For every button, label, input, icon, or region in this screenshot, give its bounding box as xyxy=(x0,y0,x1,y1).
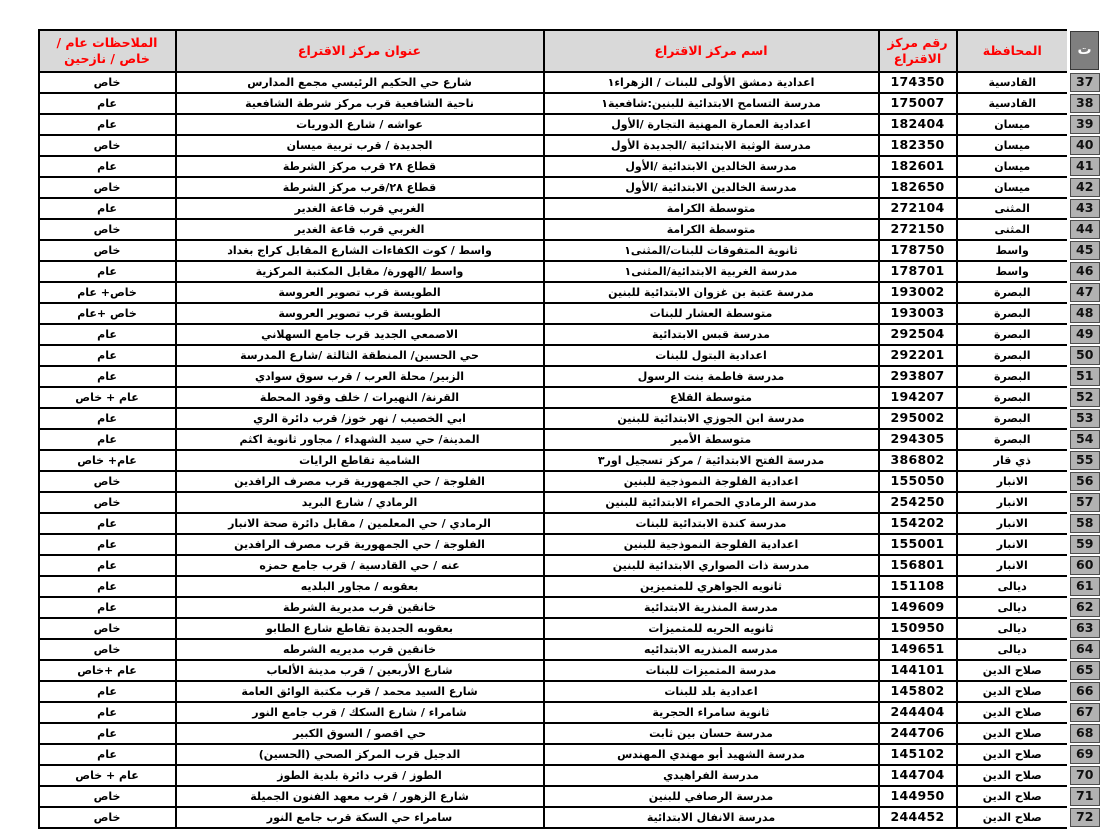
table-row xyxy=(39,240,1101,261)
notes-cell: عام xyxy=(39,366,176,387)
table-row xyxy=(39,219,1101,240)
center-name-cell: مدرسة الرصافي للبنين xyxy=(544,786,879,807)
notes-cell: خاص xyxy=(39,177,176,198)
center-address-cell: عنه / حي القادسية / قرب جامع حمزه xyxy=(176,555,544,576)
center-number-cell: 154202 xyxy=(879,513,957,534)
table-row xyxy=(39,72,1101,94)
row-number-cell: 45 xyxy=(1069,240,1101,261)
row-number-cell: 66 xyxy=(1069,681,1101,702)
notes-cell: خاص xyxy=(39,492,176,513)
center-name-cell: اعدادية البتول للبنات xyxy=(544,345,879,366)
notes-cell: عام +خاص xyxy=(39,660,176,681)
header-center-name: اسم مركز الاقتراع xyxy=(544,30,879,72)
table-row xyxy=(39,282,1101,303)
notes-cell: عام xyxy=(39,408,176,429)
header-center-address: عنوان مركز الاقتراع xyxy=(176,30,544,72)
row-number-cell: 60 xyxy=(1069,555,1101,576)
row-number-cell: 43 xyxy=(1069,198,1101,219)
notes-cell: خاص xyxy=(39,135,176,156)
center-name-cell: مدرسة المنذرية الابتدائية xyxy=(544,597,879,618)
center-address-cell: الفلوجة / حي الجمهورية قرب مصرف الرافدين xyxy=(176,471,544,492)
row-number-cell: 56 xyxy=(1069,471,1101,492)
center-address-cell: الزبير/ محلة العرب / قرب سوق سوادي xyxy=(176,366,544,387)
governorate-cell: الانبار xyxy=(957,492,1069,513)
table-row xyxy=(39,345,1101,366)
center-name-cell: اعدادية الفلوجة النموذجية للبنين xyxy=(544,471,879,492)
row-number-cell: 40 xyxy=(1069,135,1101,156)
center-name-cell: اعدادية العمارة المهنية التجارة /الأول xyxy=(544,114,879,135)
table-row xyxy=(39,387,1101,408)
center-name-cell: ثانوية سامراء الحجرية xyxy=(544,702,879,723)
row-number-cell: 42 xyxy=(1069,177,1101,198)
row-number-cell: 58 xyxy=(1069,513,1101,534)
row-number-cell: 72 xyxy=(1069,807,1101,828)
center-address-cell: بعقوبه / مجاور البلديه xyxy=(176,576,544,597)
center-address-cell: شارع حي الحكيم الرئيسي مجمع المدارس xyxy=(176,72,544,94)
notes-cell: خاص xyxy=(39,471,176,492)
center-address-cell: شامراء / شارع السكك / قرب جامع النور xyxy=(176,702,544,723)
governorate-cell: ميسان xyxy=(957,114,1069,135)
center-number-cell: 151108 xyxy=(879,576,957,597)
center-number-cell: 144704 xyxy=(879,765,957,786)
governorate-cell: صلاح الدين xyxy=(957,723,1069,744)
table-row xyxy=(39,429,1101,450)
governorate-cell: الانبار xyxy=(957,555,1069,576)
notes-cell: عام xyxy=(39,681,176,702)
notes-cell: خاص xyxy=(39,807,176,828)
row-number-cell: 63 xyxy=(1069,618,1101,639)
notes-cell: خاص xyxy=(39,639,176,660)
table-row xyxy=(39,555,1101,576)
governorate-cell: ذي قار xyxy=(957,450,1069,471)
notes-cell: خاص xyxy=(39,618,176,639)
center-number-cell: 149651 xyxy=(879,639,957,660)
row-number-cell: 65 xyxy=(1069,660,1101,681)
center-number-cell: 155001 xyxy=(879,534,957,555)
table-row xyxy=(39,786,1101,807)
notes-cell: عام xyxy=(39,93,176,114)
center-number-cell: 244452 xyxy=(879,807,957,828)
governorate-cell: القادسية xyxy=(957,72,1069,94)
governorate-cell: المثنى xyxy=(957,219,1069,240)
table-row xyxy=(39,618,1101,639)
governorate-cell: القادسية xyxy=(957,93,1069,114)
governorate-cell: ديالى xyxy=(957,597,1069,618)
row-number-cell: 41 xyxy=(1069,156,1101,177)
table-row xyxy=(39,198,1101,219)
center-number-cell: 295002 xyxy=(879,408,957,429)
governorate-cell: صلاح الدين xyxy=(957,765,1069,786)
governorate-cell: صلاح الدين xyxy=(957,702,1069,723)
table-row xyxy=(39,114,1101,135)
center-name-cell: مدرسة الوثبة الابتدائية /الجديدة الأول xyxy=(544,135,879,156)
center-number-cell: 182404 xyxy=(879,114,957,135)
notes-cell: عام xyxy=(39,429,176,450)
center-name-cell: مدرسة الخالدين الابتدائية /الأول xyxy=(544,156,879,177)
table-row xyxy=(39,156,1101,177)
governorate-cell: ديالى xyxy=(957,639,1069,660)
governorate-cell: البصرة xyxy=(957,282,1069,303)
center-address-cell: ناحية الشافعية قرب مركز شرطة الشافعية xyxy=(176,93,544,114)
center-address-cell: الشامية تقاطع الرايات xyxy=(176,450,544,471)
center-name-cell: متوسطة الكرامة xyxy=(544,219,879,240)
governorate-cell: الانبار xyxy=(957,513,1069,534)
center-number-cell: 294305 xyxy=(879,429,957,450)
row-number-cell: 55 xyxy=(1069,450,1101,471)
center-address-cell: الجديدة / قرب تربية ميسان xyxy=(176,135,544,156)
table-row xyxy=(39,408,1101,429)
governorate-cell: واسط xyxy=(957,240,1069,261)
center-address-cell: الرمادي / حي المعلمين / مقابل دائرة صحة الانبار xyxy=(176,513,544,534)
row-number-cell: 46 xyxy=(1069,261,1101,282)
center-number-cell: 182601 xyxy=(879,156,957,177)
table-row xyxy=(39,576,1101,597)
center-name-cell: مدرسة التسامح الابتدائية للبنين:شافعية١ xyxy=(544,93,879,114)
center-address-cell: بعقوبه الجديدة تقاطع شارع الطابو xyxy=(176,618,544,639)
center-name-cell: مدرسة ابن الجوزي الابتدائية للبنين xyxy=(544,408,879,429)
center-address-cell: شارع السيد محمد / قرب مكتبة الوائق العامة xyxy=(176,681,544,702)
notes-cell: عام + خاص xyxy=(39,387,176,408)
row-number-cell: 39 xyxy=(1069,114,1101,135)
center-address-cell: الطويسة قرب تصوير العروسة xyxy=(176,282,544,303)
table-row xyxy=(39,744,1101,765)
center-address-cell: حي اقصو / السوق الكبير xyxy=(176,723,544,744)
row-number-cell: 69 xyxy=(1069,744,1101,765)
center-name-cell: مدرسة قبس الابتدائية xyxy=(544,324,879,345)
notes-cell: عام xyxy=(39,744,176,765)
table-row xyxy=(39,597,1101,618)
center-name-cell: مدرسة كندة الابتدائية للبنات xyxy=(544,513,879,534)
center-address-cell: عواشه / شارع الدوريات xyxy=(176,114,544,135)
row-number-cell: 53 xyxy=(1069,408,1101,429)
notes-cell: عام xyxy=(39,114,176,135)
governorate-cell: ميسان xyxy=(957,135,1069,156)
center-name-cell: ثانويه الجواهري للمتميزين xyxy=(544,576,879,597)
center-name-cell: مدرسة الفراهيدي xyxy=(544,765,879,786)
center-name-cell: مدرسة المتميزات للبنات xyxy=(544,660,879,681)
notes-cell: عام+ خاص xyxy=(39,450,176,471)
center-address-cell: الغربي قرب قاعة الغدير xyxy=(176,198,544,219)
row-number-cell: 44 xyxy=(1069,219,1101,240)
row-number-cell: 52 xyxy=(1069,387,1101,408)
center-name-cell: اعدادية بلد للبنات xyxy=(544,681,879,702)
notes-cell: عام xyxy=(39,261,176,282)
table-row xyxy=(39,702,1101,723)
table-row xyxy=(39,261,1101,282)
center-address-cell: الغربي قرب قاعة الغدير xyxy=(176,219,544,240)
table-row xyxy=(39,324,1101,345)
notes-cell: عام xyxy=(39,513,176,534)
center-address-cell: المدينة/ حي سيد الشهداء / مجاور ثانوية اكثم xyxy=(176,429,544,450)
table-row xyxy=(39,135,1101,156)
center-number-cell: 178701 xyxy=(879,261,957,282)
row-number-cell: 57 xyxy=(1069,492,1101,513)
row-number-cell: 48 xyxy=(1069,303,1101,324)
center-address-cell: الاصمعي الجديد قرب جامع السهلاني xyxy=(176,324,544,345)
center-number-cell: 182350 xyxy=(879,135,957,156)
center-address-cell: الدجيل قرب المركز الصحي (الحسين) xyxy=(176,744,544,765)
governorate-cell: ديالى xyxy=(957,576,1069,597)
center-address-cell: الفلوجة / حي الجمهورية قرب مصرف الرافدين xyxy=(176,534,544,555)
center-name-cell: مدرسة الانفال الابتدائية xyxy=(544,807,879,828)
table-row xyxy=(39,765,1101,786)
row-number-cell: 64 xyxy=(1069,639,1101,660)
center-number-cell: 244706 xyxy=(879,723,957,744)
governorate-cell: البصرة xyxy=(957,366,1069,387)
center-address-cell: قطاع ٢٨/قرب مركز الشرطة xyxy=(176,177,544,198)
header-governorate: المحافظة xyxy=(957,30,1069,72)
center-address-cell: شارع الأربعين / قرب مدينة الألعاب xyxy=(176,660,544,681)
table-body xyxy=(39,72,1101,829)
row-number-cell: 62 xyxy=(1069,597,1101,618)
row-number-cell: 71 xyxy=(1069,786,1101,807)
center-address-cell: واسط /الهورة/ مقابل المكتبة المركزية xyxy=(176,261,544,282)
center-name-cell: متوسطة العشار للبنات xyxy=(544,303,879,324)
table-row xyxy=(39,639,1101,660)
center-number-cell: 144101 xyxy=(879,660,957,681)
center-number-cell: 254250 xyxy=(879,492,957,513)
governorate-cell: صلاح الدين xyxy=(957,660,1069,681)
governorate-cell: صلاح الدين xyxy=(957,786,1069,807)
table-row xyxy=(39,534,1101,555)
row-number-cell: 38 xyxy=(1069,93,1101,114)
row-number-cell: 70 xyxy=(1069,765,1101,786)
governorate-cell: صلاح الدين xyxy=(957,744,1069,765)
notes-cell: عام xyxy=(39,345,176,366)
center-name-cell: مدرسة الفتح الابتدائية / مركز تسجيل اور٣ xyxy=(544,450,879,471)
notes-cell: عام xyxy=(39,555,176,576)
governorate-cell: صلاح الدين xyxy=(957,681,1069,702)
table-row xyxy=(39,807,1101,828)
polling-centers-table xyxy=(38,28,1103,829)
notes-cell: خاص xyxy=(39,786,176,807)
center-address-cell: خانقين قرب مديريه الشرطه xyxy=(176,639,544,660)
center-address-cell: الطوز / قرب دائرة بلدية الطوز xyxy=(176,765,544,786)
notes-cell: خاص+ عام xyxy=(39,282,176,303)
table-header xyxy=(39,30,1101,72)
center-number-cell: 272150 xyxy=(879,219,957,240)
center-number-cell: 149609 xyxy=(879,597,957,618)
center-number-cell: 292201 xyxy=(879,345,957,366)
center-name-cell: مدرسة الغربية الابتدائية/المثنى١ xyxy=(544,261,879,282)
center-number-cell: 272104 xyxy=(879,198,957,219)
governorate-cell: ميسان xyxy=(957,177,1069,198)
center-number-cell: 175007 xyxy=(879,93,957,114)
center-name-cell: متوسطة الكرامة xyxy=(544,198,879,219)
center-name-cell: مدرسة حسان بين ثابت xyxy=(544,723,879,744)
center-number-cell: 145802 xyxy=(879,681,957,702)
center-address-cell: قطاع ٢٨ قرب مركز الشرطة xyxy=(176,156,544,177)
center-name-cell: مدرسه المنذريه الابتدائيه xyxy=(544,639,879,660)
table-row xyxy=(39,723,1101,744)
center-address-cell: شارع الزهور / قرب معهد الفنون الجميلة xyxy=(176,786,544,807)
center-address-cell: الرمادي / شارع البريد xyxy=(176,492,544,513)
notes-cell: عام xyxy=(39,534,176,555)
center-address-cell: الطويسة قرب تصوير العروسة xyxy=(176,303,544,324)
notes-cell: عام + خاص xyxy=(39,765,176,786)
notes-cell: عام xyxy=(39,576,176,597)
center-name-cell: مدرسة الشهيد أبو مهندي المهندس xyxy=(544,744,879,765)
center-name-cell: ثانوية المتفوقات للبنات/المثنى١ xyxy=(544,240,879,261)
notes-cell: خاص +عام xyxy=(39,303,176,324)
center-name-cell: ثانويه الحريه للمتميزات xyxy=(544,618,879,639)
governorate-cell: البصرة xyxy=(957,429,1069,450)
notes-cell: عام xyxy=(39,198,176,219)
row-number-cell: 47 xyxy=(1069,282,1101,303)
row-number-cell: 61 xyxy=(1069,576,1101,597)
notes-cell: عام xyxy=(39,324,176,345)
center-name-cell: متوسطة الأمير xyxy=(544,429,879,450)
notes-cell: خاص xyxy=(39,240,176,261)
row-number-cell: 67 xyxy=(1069,702,1101,723)
row-number-cell: 50 xyxy=(1069,345,1101,366)
center-number-cell: 144950 xyxy=(879,786,957,807)
row-number-cell: 37 xyxy=(1069,72,1101,94)
table-row xyxy=(39,492,1101,513)
row-number-cell: 59 xyxy=(1069,534,1101,555)
row-number-cell: 68 xyxy=(1069,723,1101,744)
row-number-cell: 54 xyxy=(1069,429,1101,450)
center-number-cell: 386802 xyxy=(879,450,957,471)
governorate-cell: البصرة xyxy=(957,387,1069,408)
governorate-cell: البصرة xyxy=(957,303,1069,324)
header-notes: الملاحظات عام / خاص / نازحين xyxy=(39,30,176,72)
center-address-cell: ابي الخصيب / نهر خوز/ قرب دائرة الري xyxy=(176,408,544,429)
table-row xyxy=(39,303,1101,324)
governorate-cell: البصرة xyxy=(957,324,1069,345)
table-row xyxy=(39,681,1101,702)
governorate-cell: ديالى xyxy=(957,618,1069,639)
center-name-cell: مدرسة عتبة بن غزوان الابتدائية للبنين xyxy=(544,282,879,303)
notes-cell: عام xyxy=(39,702,176,723)
center-name-cell: مدرسة ذات الصواري الابتدائية للبنين xyxy=(544,555,879,576)
table-row xyxy=(39,513,1101,534)
governorate-cell: صلاح الدين xyxy=(957,807,1069,828)
table-row xyxy=(39,471,1101,492)
center-number-cell: 145102 xyxy=(879,744,957,765)
table-row xyxy=(39,660,1101,681)
governorate-cell: البصرة xyxy=(957,345,1069,366)
header-row xyxy=(39,30,1101,72)
center-number-cell: 292504 xyxy=(879,324,957,345)
notes-cell: خاص xyxy=(39,72,176,94)
table-row xyxy=(39,177,1101,198)
notes-cell: عام xyxy=(39,156,176,177)
governorate-cell: الانبار xyxy=(957,534,1069,555)
governorate-cell: واسط xyxy=(957,261,1069,282)
center-name-cell: اعدادية الفلوجة النموذجية للبنين xyxy=(544,534,879,555)
center-name-cell: مدرسة الرمادي الحمراء الابتدائية للبنين xyxy=(544,492,879,513)
center-number-cell: 174350 xyxy=(879,72,957,94)
center-name-cell: مدرسة الخالدين الابتدائية /الأول xyxy=(544,177,879,198)
governorate-cell: المثنى xyxy=(957,198,1069,219)
center-name-cell: مدرسة فاطمة بنت الرسول xyxy=(544,366,879,387)
center-number-cell: 156801 xyxy=(879,555,957,576)
center-number-cell: 155050 xyxy=(879,471,957,492)
center-name-cell: متوسطة القلاع xyxy=(544,387,879,408)
governorate-cell: البصرة xyxy=(957,408,1069,429)
center-address-cell: حي الحسين/ المنطقة الثالثة /شارع المدرسة xyxy=(176,345,544,366)
center-address-cell: واسط / كوت الكفاءات الشارع المقابل كراج بغداد xyxy=(176,240,544,261)
table-row xyxy=(39,93,1101,114)
row-number-cell: 51 xyxy=(1069,366,1101,387)
governorate-cell: ميسان xyxy=(957,156,1069,177)
center-number-cell: 293807 xyxy=(879,366,957,387)
center-address-cell: سامراء حي السكة قرب جامع النور xyxy=(176,807,544,828)
header-index: ت xyxy=(1069,30,1101,72)
center-number-cell: 182650 xyxy=(879,177,957,198)
notes-cell: خاص xyxy=(39,219,176,240)
row-number-cell: 49 xyxy=(1069,324,1101,345)
center-number-cell: 193002 xyxy=(879,282,957,303)
center-number-cell: 178750 xyxy=(879,240,957,261)
center-number-cell: 194207 xyxy=(879,387,957,408)
center-address-cell: القرنة/ النهيرات / خلف وقود المحطة xyxy=(176,387,544,408)
notes-cell: عام xyxy=(39,723,176,744)
center-name-cell: اعدادية دمشق الأولى للبنات / الزهراء١ xyxy=(544,72,879,94)
center-address-cell: خانقين قرب مديرية الشرطة xyxy=(176,597,544,618)
governorate-cell: الانبار xyxy=(957,471,1069,492)
table-row xyxy=(39,450,1101,471)
center-number-cell: 244404 xyxy=(879,702,957,723)
center-number-cell: 193003 xyxy=(879,303,957,324)
header-center-number: رقم مركز الاقتراع xyxy=(879,30,957,72)
center-number-cell: 150950 xyxy=(879,618,957,639)
notes-cell: عام xyxy=(39,597,176,618)
table-row xyxy=(39,366,1101,387)
